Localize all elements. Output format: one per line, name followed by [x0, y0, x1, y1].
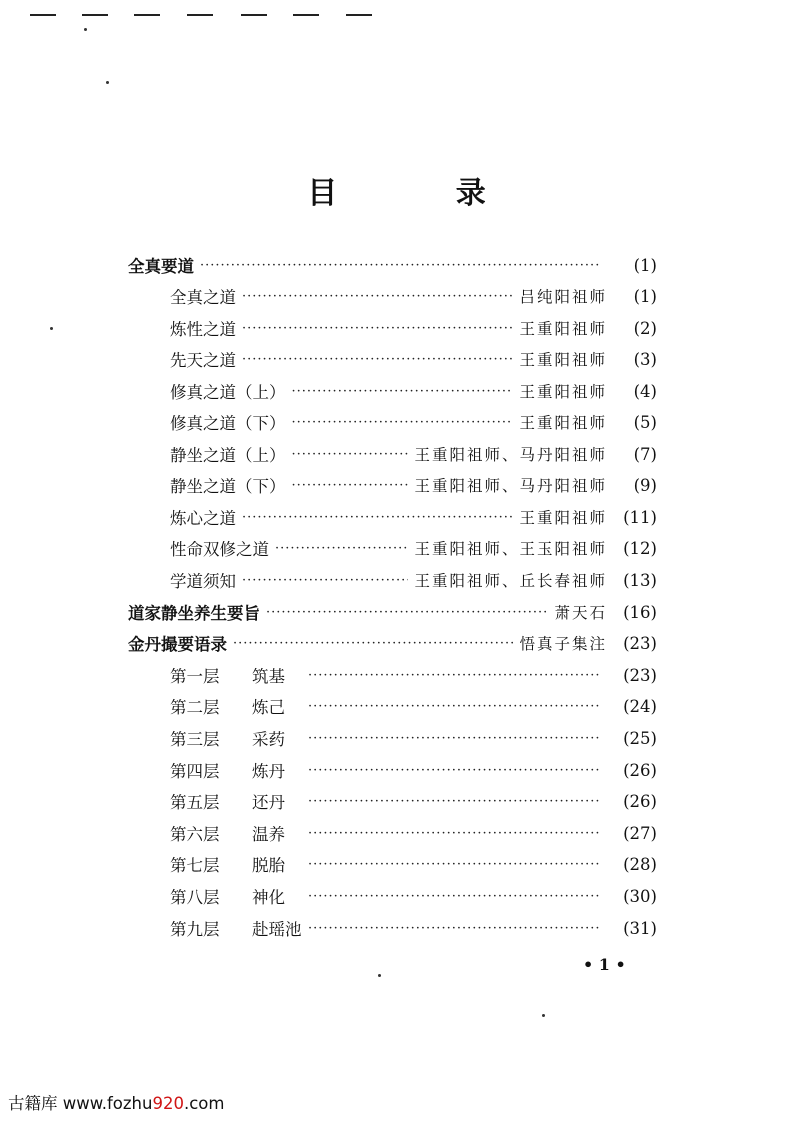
toc-entry-page: (3) — [633, 349, 657, 369]
toc-entry-page: (1) — [633, 255, 657, 275]
toc-entry-page: (23) — [623, 633, 657, 653]
toc-leader-dots — [308, 731, 601, 746]
toc-entry-page: (13) — [623, 570, 657, 590]
toc-entry-page: (23) — [623, 665, 657, 685]
toc-entry[interactable] — [128, 597, 657, 627]
toc-leader-dots — [308, 794, 601, 809]
watermark-prefix: 古籍库 — [8, 1094, 63, 1113]
toc-entry-page: (27) — [623, 823, 657, 843]
toc-entry[interactable] — [128, 250, 657, 280]
toc-entry[interactable] — [170, 281, 657, 311]
toc-leader-dots — [308, 889, 601, 904]
toc-entry[interactable] — [170, 407, 657, 437]
toc-leader-dots — [275, 541, 408, 556]
toc-entry-page: (1) — [633, 286, 657, 306]
toc-entry[interactable] — [170, 913, 657, 943]
toc-entry-page: (30) — [623, 886, 657, 906]
toc-entry-page: (5) — [633, 412, 657, 432]
toc-entry-page: (26) — [623, 760, 657, 780]
toc-leader-dots — [292, 447, 409, 462]
toc-entry-author: 王重阳祖师 — [519, 509, 607, 527]
toc-entry-title: 修真之道（下） — [170, 414, 286, 433]
toc-entry-title: 第五层 — [170, 793, 220, 812]
watermark-site-b: 920 — [152, 1094, 184, 1113]
toc-entry-title: 炼性之道 — [170, 320, 236, 339]
toc-leader-dots — [242, 352, 513, 367]
toc-entry-name: 赴瑶池 — [252, 920, 302, 939]
toc-entry-page: (24) — [623, 696, 657, 716]
toc-entry-title: 学道须知 — [170, 572, 236, 591]
toc-entry[interactable] — [170, 439, 657, 469]
toc-entry-page: (28) — [623, 854, 657, 874]
watermark-site-c: .com — [183, 1094, 225, 1113]
toc-leader-dots — [200, 258, 601, 273]
toc-entry-author: 悟真子集注 — [519, 635, 607, 653]
toc-entry-page: (11) — [623, 507, 657, 527]
toc-entry-title: 全真之道 — [170, 288, 236, 307]
toc-entry-author: 萧天石 — [554, 604, 607, 622]
toc-entry[interactable] — [170, 376, 657, 406]
toc-entry-title: 炼心之道 — [170, 509, 236, 528]
toc-entry-title: 第九层 — [170, 920, 220, 939]
toc-entry[interactable] — [170, 723, 657, 753]
toc-entry-title: 修真之道（上） — [170, 383, 286, 402]
toc-leader-dots — [308, 826, 601, 841]
toc-entry-name: 筑基 — [252, 667, 285, 686]
toc-entry-author: 吕纯阳祖师 — [519, 288, 607, 306]
toc-leader-dots — [233, 636, 513, 651]
toc-entry[interactable] — [170, 565, 657, 595]
toc-entry-name: 炼丹 — [252, 762, 285, 781]
site-watermark — [8, 1090, 224, 1114]
toc-leader-dots — [292, 384, 514, 399]
page-number: • 1 • — [583, 955, 626, 974]
toc-entry-author: 王重阳祖师、马丹阳祖师 — [414, 477, 607, 495]
toc-entry-author: 王重阳祖师 — [519, 414, 607, 432]
toc-leader-dots — [308, 668, 601, 683]
toc-entry-page: (2) — [633, 318, 657, 338]
toc-entry-title: 先天之道 — [170, 351, 236, 370]
toc-entry-name: 采药 — [252, 730, 285, 749]
toc-entry-name: 炼己 — [252, 698, 285, 717]
toc-entry-page: (9) — [633, 475, 657, 495]
toc-leader-dots — [242, 289, 513, 304]
toc-entry-title: 第三层 — [170, 730, 220, 749]
toc-entry-title: 全真要道 — [128, 257, 194, 276]
toc-entry-name: 还丹 — [252, 793, 285, 812]
toc-entry[interactable] — [170, 818, 657, 848]
toc-leader-dots — [242, 573, 408, 588]
watermark-site — [63, 1094, 225, 1113]
toc-entry-author: 王重阳祖师 — [519, 351, 607, 369]
toc-entry[interactable] — [170, 881, 657, 911]
toc-entry-title: 第七层 — [170, 856, 220, 875]
toc-leader-dots — [308, 921, 601, 936]
toc-entry-title: 性命双修之道 — [170, 540, 269, 559]
toc-entry-name: 温养 — [252, 825, 285, 844]
toc-entry-page: (26) — [623, 791, 657, 811]
toc-leader-dots — [266, 605, 548, 620]
toc-entry[interactable] — [170, 344, 657, 374]
toc-entry-title: 第八层 — [170, 888, 220, 907]
toc-entry-title: 第一层 — [170, 667, 220, 686]
toc-entry[interactable] — [170, 849, 657, 879]
toc-entry-title: 第四层 — [170, 762, 220, 781]
toc-entry-page: (12) — [623, 538, 657, 558]
page-title: 目 录 — [307, 176, 540, 211]
toc-entry-title: 金丹撮要语录 — [128, 635, 227, 654]
toc-leader-dots — [308, 763, 601, 778]
toc-entry[interactable] — [170, 313, 657, 343]
toc-entry[interactable] — [170, 660, 657, 690]
toc-entry-title: 道家静坐养生要旨 — [128, 604, 260, 623]
toc-leader-dots — [308, 857, 601, 872]
toc-entry[interactable] — [170, 502, 657, 532]
toc-leader-dots — [242, 510, 513, 525]
toc-entry[interactable] — [170, 755, 657, 785]
toc-leader-dots — [292, 415, 514, 430]
watermark-site-a: www.fozhu — [62, 1094, 153, 1113]
toc-leader-dots — [242, 321, 513, 336]
toc-leader-dots — [308, 699, 601, 714]
toc-entry-page: (31) — [623, 918, 657, 938]
toc-entry-author: 王重阳祖师 — [519, 320, 607, 338]
toc-entry[interactable] — [170, 470, 657, 500]
toc-entry-title: 静坐之道（下） — [170, 477, 286, 496]
toc-entry-page: (7) — [633, 444, 657, 464]
toc-leader-dots — [292, 478, 409, 493]
toc-entry-author: 王重阳祖师、王玉阳祖师 — [414, 540, 607, 558]
toc-entry[interactable] — [170, 691, 657, 721]
toc-entry-title: 第六层 — [170, 825, 220, 844]
toc-entry-name: 神化 — [252, 888, 285, 907]
toc-entry-page: (4) — [633, 381, 657, 401]
toc-entry-title: 静坐之道（上） — [170, 446, 286, 465]
toc-entry-title: 第二层 — [170, 698, 220, 717]
toc-entry-name: 脱胎 — [252, 856, 285, 875]
toc-entry[interactable] — [170, 786, 657, 816]
toc-entry-page: (16) — [623, 602, 657, 622]
toc-entry-page: (25) — [623, 728, 657, 748]
toc-entry[interactable] — [128, 628, 657, 658]
toc-entry[interactable] — [170, 533, 657, 563]
toc-entry-author: 王重阳祖师、丘长春祖师 — [414, 572, 607, 590]
toc-entry-author: 王重阳祖师、马丹阳祖师 — [414, 446, 607, 464]
toc-entry-author: 王重阳祖师 — [519, 383, 607, 401]
